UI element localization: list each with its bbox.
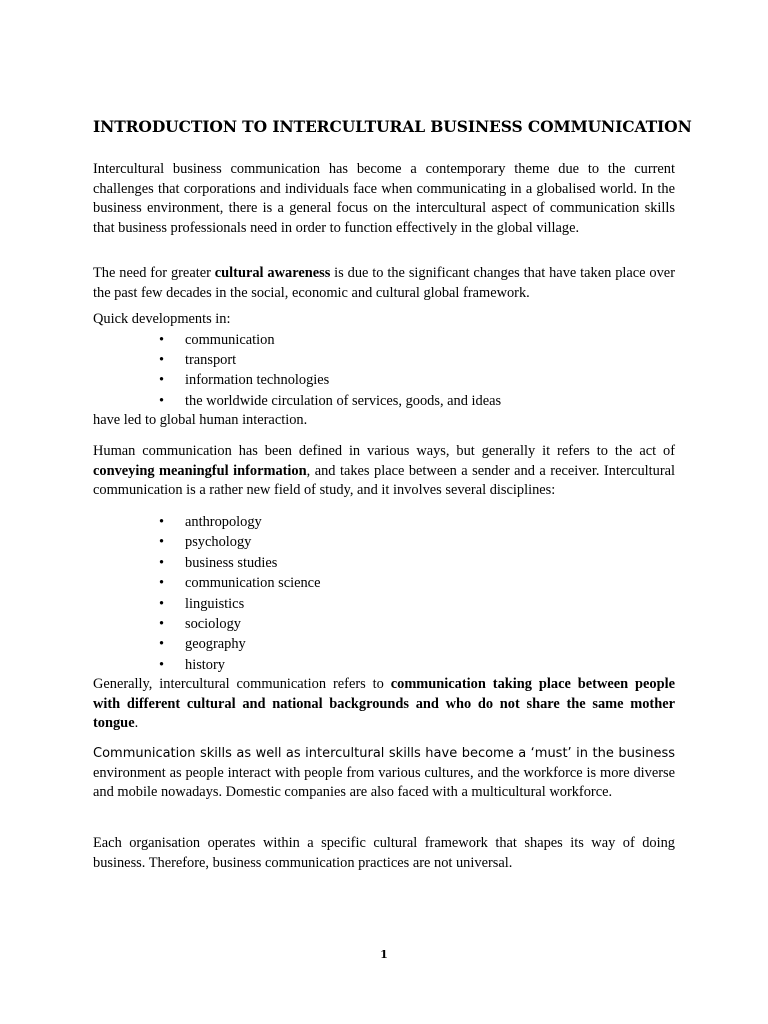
list-item: • sociology	[93, 614, 675, 634]
list-item: • history	[93, 655, 675, 675]
developments-outro: have led to global human interaction.	[93, 412, 308, 429]
paragraph-6: Communication skills as well as intercultural skills have become a ‘must’ in the business environment as people interact with people from various cultures, and the workforce is more diverse and mobile nowadays. Domestic companies are also faced with a multicultural workforce.	[93, 746, 675, 801]
paragraph-organisation	[93, 834, 675, 873]
paragraph-5: Generally, intercultural communication refers to communication taking place between people with different cultural and national backgrounds and who do not share the same mother tongue.	[93, 676, 675, 732]
paragraph-human-communication	[93, 442, 675, 501]
developments-intro: Quick developments in:	[93, 311, 231, 327]
list-item: • information technologies	[93, 370, 675, 390]
paragraph-2: The need for greater cultural awareness is due to the significant changes that have taken place over the past few decades in the social, economic and cultural global framework.	[93, 265, 675, 301]
list-item: • geography	[93, 634, 675, 654]
list-item: • communication	[93, 330, 675, 350]
list-item: • linguistics	[93, 594, 675, 614]
disciplines-list	[93, 512, 675, 675]
paragraph-skills	[93, 744, 675, 803]
bold-cultural-awareness: cultural awareness	[214, 265, 331, 281]
list-item: • anthropology	[93, 512, 675, 532]
list-item: • psychology	[93, 532, 675, 552]
list-item: • the worldwide circulation of services, goods, and ideas	[93, 391, 675, 411]
sans-run: Communication skills as well as intercultural skills have become a ‘must’ in the business	[93, 746, 675, 761]
bold-conveying-information: conveying meaningful information	[93, 462, 307, 479]
list-item: • communication science	[93, 573, 675, 593]
page-number: 1	[380, 948, 388, 961]
developments-list	[93, 330, 675, 412]
paragraph-developments	[93, 310, 675, 431]
list-item: • business studies	[93, 553, 675, 573]
paragraph-7: Each organisation operates within a specific cultural framework that shapes its way of doing business. Therefore, business communication practices are not universal.	[93, 835, 675, 871]
paragraph-1: Intercultural business communication has become a contemporary theme due to the current challenges that corporations and individuals face when communicating in a globalised world. In the business environment, there is a general focus on the intercultural aspect of communication skills that business professionals need in order to function effectively in the global village.	[93, 161, 675, 236]
paragraph-4: Human communication has been defined in various ways, but generally it refers to the act of conveying meaningful information, and takes place between a sender and a receiver. Intercultural communication is a rather new field of study, and it involves several disciplines:	[93, 443, 676, 499]
document-title: INTRODUCTION TO INTERCULTURAL BUSINESS COMMUNICATION	[93, 117, 692, 136]
paragraph-intro	[93, 160, 675, 238]
list-item: • transport	[93, 350, 675, 370]
disciplines-section	[93, 512, 675, 734]
paragraph-cultural-awareness	[93, 264, 675, 303]
bold-definition: communication taking place between people with different cultural and national backgrounds and who do not share the same mother tongue	[93, 676, 675, 732]
